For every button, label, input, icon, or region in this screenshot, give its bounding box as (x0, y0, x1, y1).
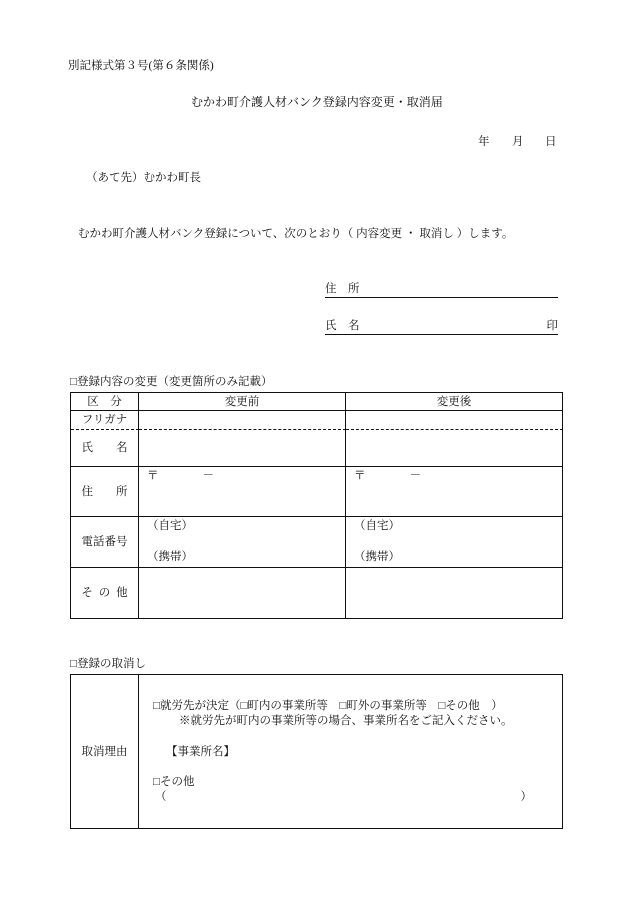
other-before-cell (139, 568, 346, 619)
applicant-address-line (325, 282, 558, 298)
header-before: 変更前 (139, 393, 346, 411)
close-paren: ） (520, 791, 532, 803)
postal-dash-before: － (202, 470, 214, 482)
date-month-label: 月 (512, 136, 524, 148)
cancel-reason-cell (139, 675, 563, 829)
header-after: 変更後 (346, 393, 563, 411)
address-after-cell (346, 467, 563, 517)
cancel-section-heading: □登録の取消し (70, 658, 146, 670)
row-label-phone: 電話番号 (71, 517, 139, 568)
cancel-table (70, 674, 563, 829)
document-title: むかわ町介護人材バンク登録内容変更・取消届 (191, 95, 443, 109)
address-before-cell (139, 467, 346, 517)
date-day-label: 日 (545, 136, 557, 148)
home-phone-label-before: （自宅） (147, 520, 193, 532)
row-label-name: 氏 名 (71, 430, 139, 467)
furigana-after-cell (346, 411, 563, 430)
postal-dash-after: － (409, 470, 421, 482)
phone-after-cell (346, 517, 563, 568)
applicant-name-label: 氏 名 (325, 320, 360, 332)
other-reason-paren-line (155, 790, 532, 804)
row-label-other: そ の 他 (71, 568, 139, 619)
header-category: 区 分 (71, 393, 139, 411)
change-table (70, 392, 563, 619)
phone-before-cell (139, 517, 346, 568)
statement: むかわ町介護人材バンク登録について、次のとおり（ 内容変更 ・ 取消し ）します。 (78, 228, 514, 240)
option-other: □その他 (153, 776, 195, 788)
date-year-label: 年 (478, 136, 490, 148)
furigana-before-cell (139, 411, 346, 430)
cancel-reason-label: 取消理由 (71, 675, 139, 829)
postal-mark-before: 〒 (147, 470, 159, 482)
row-label-furigana: フリガナ (71, 411, 139, 430)
mobile-phone-label-before: （携帯） (147, 551, 193, 563)
open-paren: （ (155, 791, 167, 803)
seal-label: 印 (546, 320, 558, 332)
addressee: （あて先）むかわ町長 (86, 172, 201, 184)
change-section-heading: □登録内容の変更（変更箇所のみ記載） (70, 376, 273, 388)
applicant-name-line (325, 319, 558, 335)
mobile-phone-label-after: （携帯） (354, 551, 400, 563)
row-label-address: 住 所 (71, 467, 139, 517)
postal-mark-after: 〒 (354, 470, 366, 482)
workplace-label: 【事業所名】 (166, 746, 235, 758)
name-before-cell (139, 430, 346, 467)
home-phone-label-after: （自宅） (354, 520, 400, 532)
applicant-address-label: 住 所 (325, 283, 360, 295)
other-after-cell (346, 568, 563, 619)
form-number: 別記様式第３号(第６条関係) (68, 60, 214, 72)
name-after-cell (346, 430, 563, 467)
option-employment: □就労先が決定（□町内の事業所等 □町外の事業所等 □その他 ） (153, 700, 503, 712)
employment-note: ※就労先が町内の事業所等の場合、事業所名をご記入ください。 (179, 715, 513, 727)
